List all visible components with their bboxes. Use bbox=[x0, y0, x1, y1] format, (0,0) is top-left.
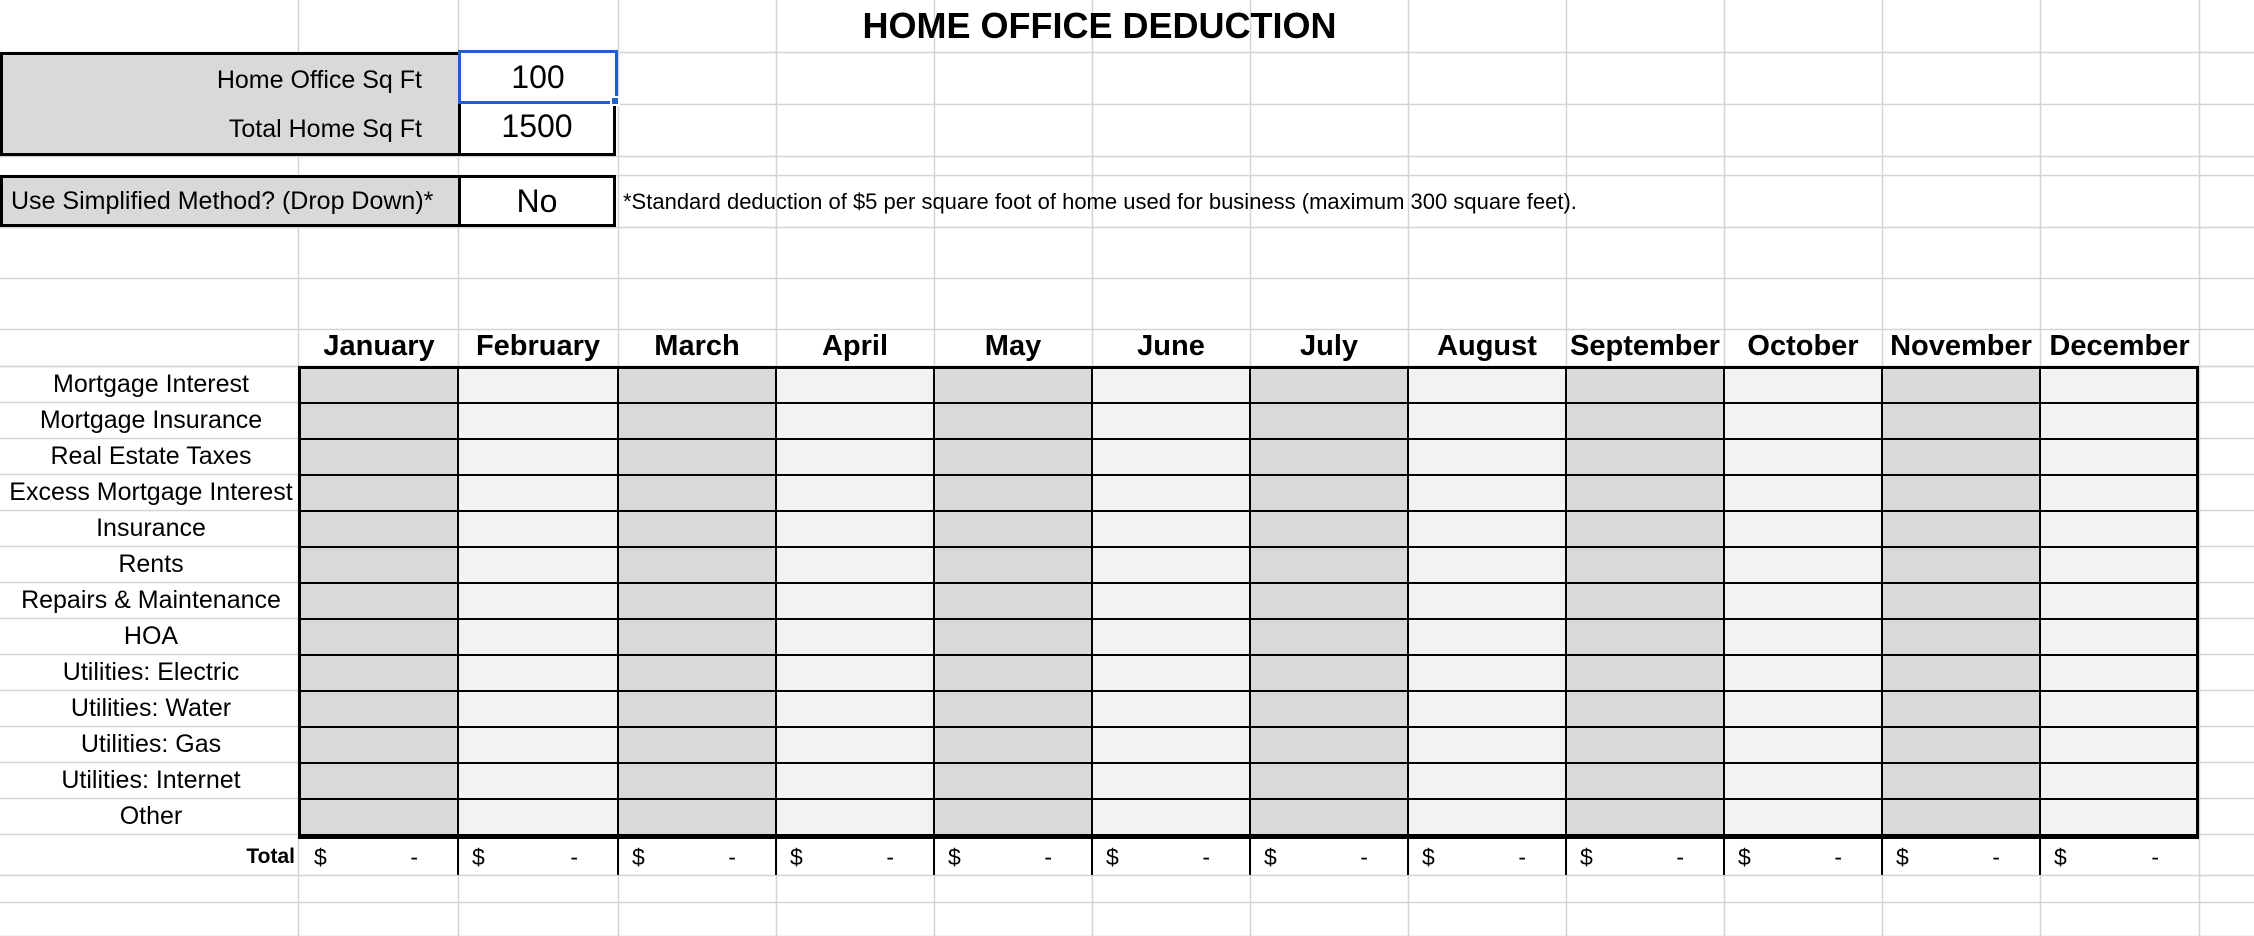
expense-label-mortgage-interest: Mortgage Interest bbox=[53, 370, 249, 398]
total-december[interactable] bbox=[2040, 839, 2199, 875]
month-header-may: May bbox=[984, 330, 1042, 362]
month-header-january: January bbox=[323, 330, 435, 362]
currency-symbol: $ bbox=[1580, 844, 1593, 870]
total-november[interactable] bbox=[1882, 839, 2040, 875]
month-header-february: February bbox=[475, 330, 601, 362]
expense-label-rents: Rents bbox=[118, 550, 184, 578]
home-office-input[interactable]: 100 bbox=[458, 50, 618, 104]
total-value: - bbox=[728, 844, 736, 870]
simplified-method-dropdown[interactable]: No bbox=[458, 175, 616, 227]
total-value: - bbox=[1992, 844, 2000, 870]
expense-table-frame bbox=[298, 366, 2199, 839]
total-value: - bbox=[570, 844, 578, 870]
total-value: - bbox=[1044, 844, 1052, 870]
currency-symbol: $ bbox=[472, 844, 485, 870]
currency-symbol: $ bbox=[790, 844, 803, 870]
month-header-november: November bbox=[1890, 330, 2032, 362]
currency-symbol: $ bbox=[948, 844, 961, 870]
total-september[interactable] bbox=[1566, 839, 1724, 875]
home-office-label: Home Office Sq Ft bbox=[0, 52, 460, 104]
currency-symbol: $ bbox=[632, 844, 645, 870]
currency-symbol: $ bbox=[1738, 844, 1751, 870]
total-value: - bbox=[1518, 844, 1526, 870]
month-header-march: March bbox=[654, 330, 740, 362]
sheet-title: HOME OFFICE DEDUCTION bbox=[862, 5, 1337, 46]
currency-symbol: $ bbox=[1106, 844, 1119, 870]
total-value: - bbox=[2151, 844, 2159, 870]
total-may[interactable] bbox=[934, 839, 1092, 875]
total-value: - bbox=[1202, 844, 1210, 870]
total-june[interactable] bbox=[1092, 839, 1250, 875]
expense-label-hoa: HOA bbox=[123, 622, 179, 650]
month-header-july: July bbox=[1299, 330, 1359, 362]
currency-symbol: $ bbox=[2054, 844, 2067, 870]
month-header-april: April bbox=[821, 330, 889, 362]
total-value: - bbox=[1676, 844, 1684, 870]
expense-label-insurance: Insurance bbox=[96, 514, 206, 542]
total-march[interactable] bbox=[618, 839, 776, 875]
month-header-september: September bbox=[1570, 330, 1720, 362]
total-august[interactable] bbox=[1408, 839, 1566, 875]
month-header-october: October bbox=[1747, 330, 1859, 362]
currency-symbol: $ bbox=[1264, 844, 1277, 870]
total-value: - bbox=[886, 844, 894, 870]
total-value: - bbox=[1360, 844, 1368, 870]
expense-label-repairs-maintenance: Repairs & Maintenance bbox=[21, 586, 281, 614]
month-header-august: August bbox=[1437, 330, 1537, 362]
expense-label-other: Other bbox=[119, 802, 183, 830]
total-value: - bbox=[410, 844, 418, 870]
total-january[interactable] bbox=[300, 839, 458, 875]
month-header-june: June bbox=[1137, 330, 1205, 362]
expense-label-excess-mortgage-interest: Excess Mortgage Interest bbox=[9, 478, 293, 506]
total-home-label: Total Home Sq Ft bbox=[0, 104, 460, 156]
total-label: Total bbox=[246, 845, 295, 868]
expense-label-real-estate-taxes: Real Estate Taxes bbox=[50, 442, 252, 470]
currency-symbol: $ bbox=[314, 844, 327, 870]
simplified-method-label: Use Simplified Method? (Drop Down)* bbox=[0, 175, 460, 227]
expense-label-utilities-electric: Utilities: Electric bbox=[62, 658, 240, 686]
currency-symbol: $ bbox=[1896, 844, 1909, 870]
expense-label-utilities-water: Utilities: Water bbox=[70, 694, 232, 722]
currency-symbol: $ bbox=[1422, 844, 1435, 870]
total-april[interactable] bbox=[776, 839, 934, 875]
expense-label-mortgage-insurance: Mortgage Insurance bbox=[39, 406, 263, 434]
total-home-input[interactable]: 1500 bbox=[458, 102, 616, 156]
simplified-method-note: *Standard deduction of $5 per square foot of home used for business (maximum 300 square feet). bbox=[623, 189, 1577, 214]
total-july[interactable] bbox=[1250, 839, 1408, 875]
expense-label-utilities-gas: Utilities: Gas bbox=[80, 730, 222, 758]
total-october[interactable] bbox=[1724, 839, 1882, 875]
total-february[interactable] bbox=[458, 839, 618, 875]
total-value: - bbox=[1834, 844, 1842, 870]
expense-label-utilities-internet: Utilities: Internet bbox=[61, 766, 241, 794]
month-header-december: December bbox=[2049, 330, 2190, 362]
